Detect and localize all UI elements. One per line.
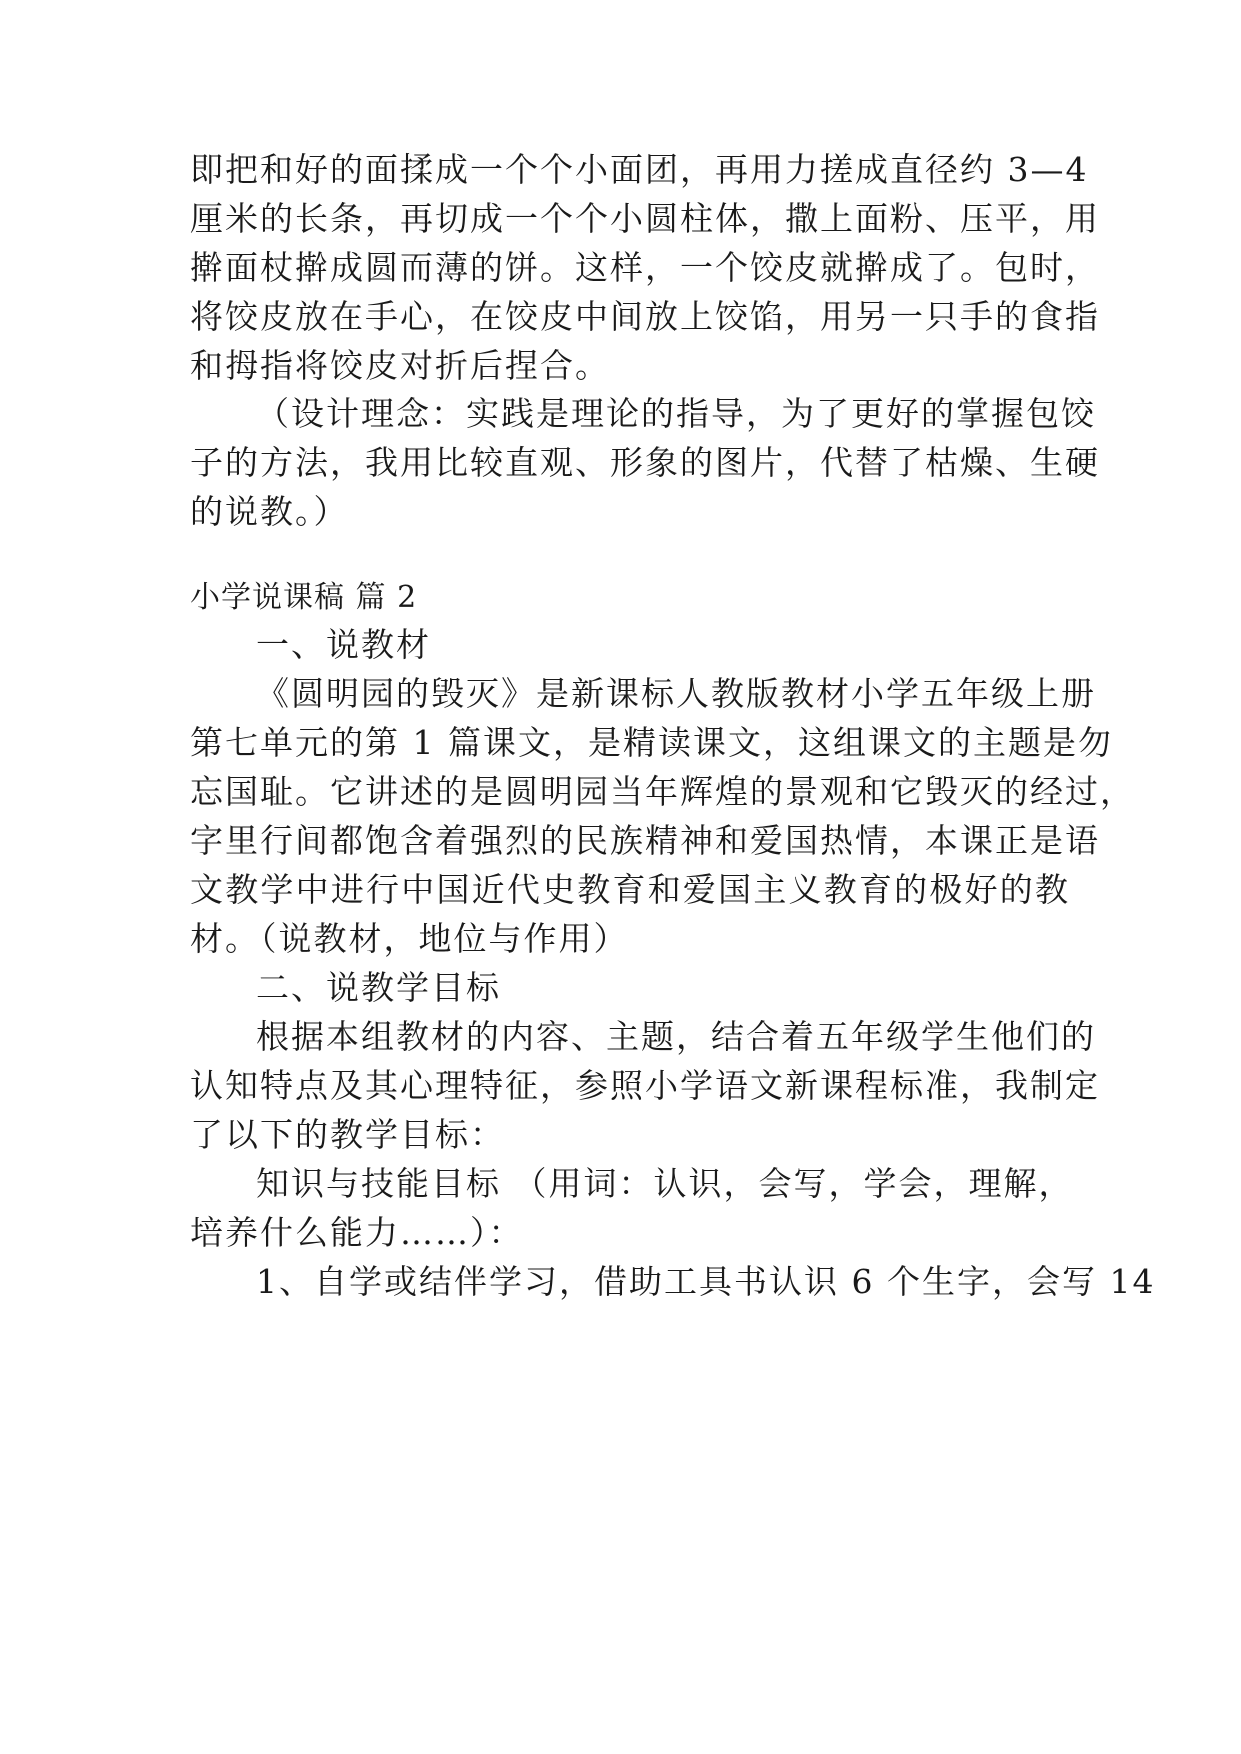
text-line: 培养什么能力……）： (190, 1213, 524, 1252)
text-line: 子的方法，我用比较直观、形象的图片，代替了枯燥、生硬 (190, 443, 1100, 482)
text-line: 文教学中进行中国近代史教育和爱国主义教育的极好的教 (190, 870, 1070, 909)
text-line: 材。（说教材，地位与作用） (190, 919, 629, 958)
text-line: 忘国耻。它讲述的是圆明园当年辉煌的景观和它毁灭的经过， (190, 772, 1135, 811)
section-title: 小学说课稿 篇 2 (190, 580, 418, 615)
section-heading: 一、说教材 (256, 625, 431, 664)
text-line: 第七单元的第 1 篇课文，是精读课文，这组课文的主题是勿 (190, 723, 1113, 762)
text-line: 了以下的教学目标： (190, 1115, 505, 1154)
text-line: 即把和好的面揉成一个个小面团，再用力搓成直径约 3—4 (190, 150, 1089, 189)
text-line: 1、自学或结伴学习，借助工具书认识 6 个生字，会写 14 (256, 1262, 1156, 1301)
text-line: 知识与技能目标 （用词：认识，会写，学会，理解， (256, 1164, 1074, 1203)
text-line: 字里行间都饱含着强烈的民族精神和爱国热情，本课正是语 (190, 821, 1100, 860)
text-line: 认知特点及其心理特征，参照小学语文新课程标准，我制定 (190, 1066, 1100, 1105)
text-line: 根据本组教材的内容、主题，结合着五年级学生他们的 (256, 1017, 1096, 1056)
text-line: 擀面杖擀成圆而薄的饼。这样，一个饺皮就擀成了。包时， (190, 248, 1100, 287)
text-line: 和拇指将饺皮对折后捏合。 (190, 346, 610, 385)
text-line: 的说教。） (190, 492, 349, 531)
text-line: （设计理念：实践是理论的指导，为了更好的掌握包饺 (256, 394, 1096, 433)
text-line: 将饺皮放在手心，在饺皮中间放上饺馅，用另一只手的食指 (190, 297, 1100, 336)
text-line: 厘米的长条，再切成一个个小圆柱体，撒上面粉、压平，用 (190, 199, 1100, 238)
text-line: 《圆明园的毁灭》是新课标人教版教材小学五年级上册 (256, 674, 1096, 713)
section-heading: 二、说教学目标 (256, 968, 501, 1007)
